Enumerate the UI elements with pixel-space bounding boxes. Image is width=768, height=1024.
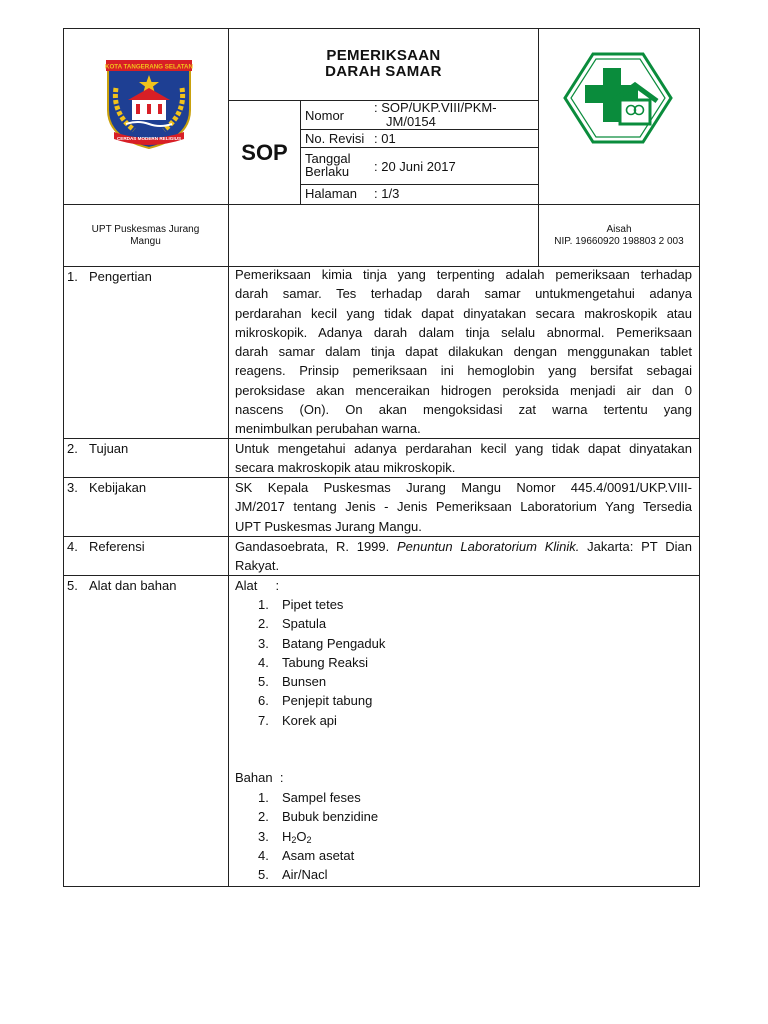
list-item: 2. Bubuk benzidine [258, 809, 379, 825]
logo-motto-text: CERDAS MODERN RELIGIUS [116, 136, 182, 141]
meta-value-halaman: : 1/3 [374, 186, 400, 201]
signer-block [539, 224, 699, 248]
h2o2-sub-2: 2 [306, 834, 312, 845]
alat-item-text: Batang Pengaduk [282, 635, 386, 651]
bahan-item-text: Sampel feses [282, 790, 361, 805]
section-label-kebijakan: Kebijakan [89, 480, 147, 495]
referensi-book-title: Penuntun Laboratorium Klinik. [396, 539, 580, 554]
signer-nip: NIP. 19660920 198803 2 003 [554, 236, 684, 247]
section-number-referensi: 4. [67, 539, 78, 554]
referensi-publisher: Jakarta: PT Dian [579, 539, 692, 554]
meta-label-tanggal [305, 152, 351, 178]
city-logo [104, 58, 194, 150]
kebijakan-line-2: JM/2017 tentang Jenis - Jenis Pemeriksaan Laboratorium Yang Tersedia [235, 499, 692, 515]
alat-item-text: Bunsen [282, 674, 327, 690]
alat-heading: Alat : [235, 578, 280, 593]
section-number-pengertian: 1. [67, 269, 78, 284]
h2o2-h: H [282, 828, 292, 844]
pengertian-line-4: mikroskopik. Adanya darah dalam tinja selalu abnormal. Pemeriksaan [235, 324, 692, 340]
list-item: 4. Asam asetat [258, 847, 355, 863]
pengertian-line-6: reagens. Prinsip pemeriksaan ini hemoglobin yang bersifat sebagai [235, 363, 692, 379]
pengertian-line-7: peroksidase akan menceraikan hidrogen peroksida menjadi air dan 0 [235, 382, 692, 398]
section-body-referensi [235, 537, 692, 576]
list-item: 5. Air/Nacl [258, 867, 328, 883]
list-item: 4. Tabung Reaksi [258, 654, 368, 670]
org-name-line2: Mangu [130, 236, 161, 247]
meta-value-nomor-line1: : SOP/UKP.VIII/PKM- [374, 100, 497, 115]
bahan-heading: Bahan : [235, 770, 284, 785]
pengertian-line-1: Pemeriksaan kimia tinja yang terpenting adalah pemeriksaan terhadap [235, 267, 692, 282]
meta-value-tanggal: : 20 Juni 2017 [374, 159, 456, 174]
bahan-item-text: Asam asetat [282, 847, 355, 863]
alat-item-text: Spatula [282, 616, 327, 632]
list-item: 1. Pipet tetes [258, 597, 344, 612]
referensi-author: Gandasoebrata, R. 1999. [235, 539, 397, 554]
kebijakan-line-1: SK Kepala Puskesmas Jurang Mangu Nomor 445.4/0091/UKP.VIII- [235, 480, 692, 495]
bahan-item-h2o2 [282, 829, 312, 844]
list-item: 1. Sampel feses [258, 790, 361, 805]
org-name [63, 224, 228, 248]
list-item: 2. Spatula [258, 616, 327, 632]
pengertian-line-2: darah samar. Tes terhadap darah samar untukmengetahui adanya [235, 286, 692, 302]
list-item: 3. $H_2O_2$ [258, 828, 312, 845]
title-line-1: PEMERIKSAAN [326, 47, 441, 64]
alat-list [235, 595, 385, 730]
bahan-list [235, 788, 378, 884]
section-label-alat-bahan: Alat dan bahan [89, 578, 177, 593]
section-number-kebijakan: 3. [67, 480, 78, 495]
h2o2-o: O [296, 828, 307, 844]
pengertian-line-9: menimbulkan perubahan warna. [235, 421, 421, 437]
alat-item-text: Tabung Reaksi [282, 654, 368, 670]
tujuan-line-1: Untuk mengetahui adanya perdarahan kecil yang tidak dapat dinyatakan [235, 441, 692, 456]
meta-label-tanggal-line1: Tanggal [305, 151, 351, 166]
section-label-tujuan: Tujuan [89, 441, 129, 456]
meta-label-nomor: Nomor [305, 108, 345, 123]
section-body-pengertian [235, 265, 692, 439]
signer-name: Aisah [606, 224, 632, 235]
sop-label: SOP [241, 140, 288, 165]
alat-item-text: Korek api [282, 712, 337, 728]
pengertian-line-8: nascens (On). On akan mengoksidasi zat warna tertentu yang [235, 402, 692, 418]
h2o2-sub-1: 2 [291, 834, 297, 845]
section-body-tujuan [235, 439, 692, 478]
meta-label-revisi: No. Revisi [305, 131, 365, 146]
list-item: 3. Batang Pengaduk [258, 635, 386, 651]
logo-banner-text: KOTA TANGERANG SELATAN [105, 63, 193, 71]
section-label-referensi: Referensi [89, 539, 145, 554]
meta-label-tanggal-line2: Berlaku [305, 164, 350, 179]
section-label-pengertian: Pengertian [89, 269, 152, 284]
list-item: 7. Korek api [258, 712, 337, 728]
referensi-line-2: Rakyat. [235, 558, 280, 574]
section-body-kebijakan [235, 478, 692, 536]
alat-item-text: Pipet tetes [282, 597, 344, 612]
meta-value-revisi: : 01 [374, 131, 396, 146]
section-number-tujuan: 2. [67, 441, 78, 456]
puskesmas-logo [563, 52, 673, 144]
list-item: 6. Penjepit tabung [258, 693, 373, 709]
bahan-item-text: Bubuk benzidine [282, 809, 379, 825]
document-title [229, 48, 538, 80]
meta-value-nomor [374, 101, 497, 129]
list-item: 5. Bunsen [258, 674, 327, 690]
tujuan-line-2: secara makroskopik atau mikroskopik. [235, 460, 456, 476]
org-name-line1: UPT Puskesmas Jurang [91, 224, 200, 235]
pengertian-line-5: darah samar dalam tinja dapat dilakukan dengan menggunakan tablet [235, 344, 692, 360]
meta-label-halaman: Halaman [305, 186, 358, 201]
referensi-line-1 [235, 537, 692, 556]
section-number-alat-bahan: 5. [67, 578, 78, 593]
alat-item-text: Penjepit tabung [282, 693, 373, 709]
meta-value-nomor-line2: JM/0154 [386, 114, 436, 129]
title-line-2: DARAH SAMAR [325, 63, 442, 80]
bahan-item-text: Air/Nacl [282, 867, 328, 883]
kebijakan-line-3: UPT Puskesmas Jurang Mangu. [235, 518, 422, 534]
pengertian-line-3: perdarahan kecil yang tidak dapat dinyatakan secara makroskopik atau [235, 305, 692, 321]
